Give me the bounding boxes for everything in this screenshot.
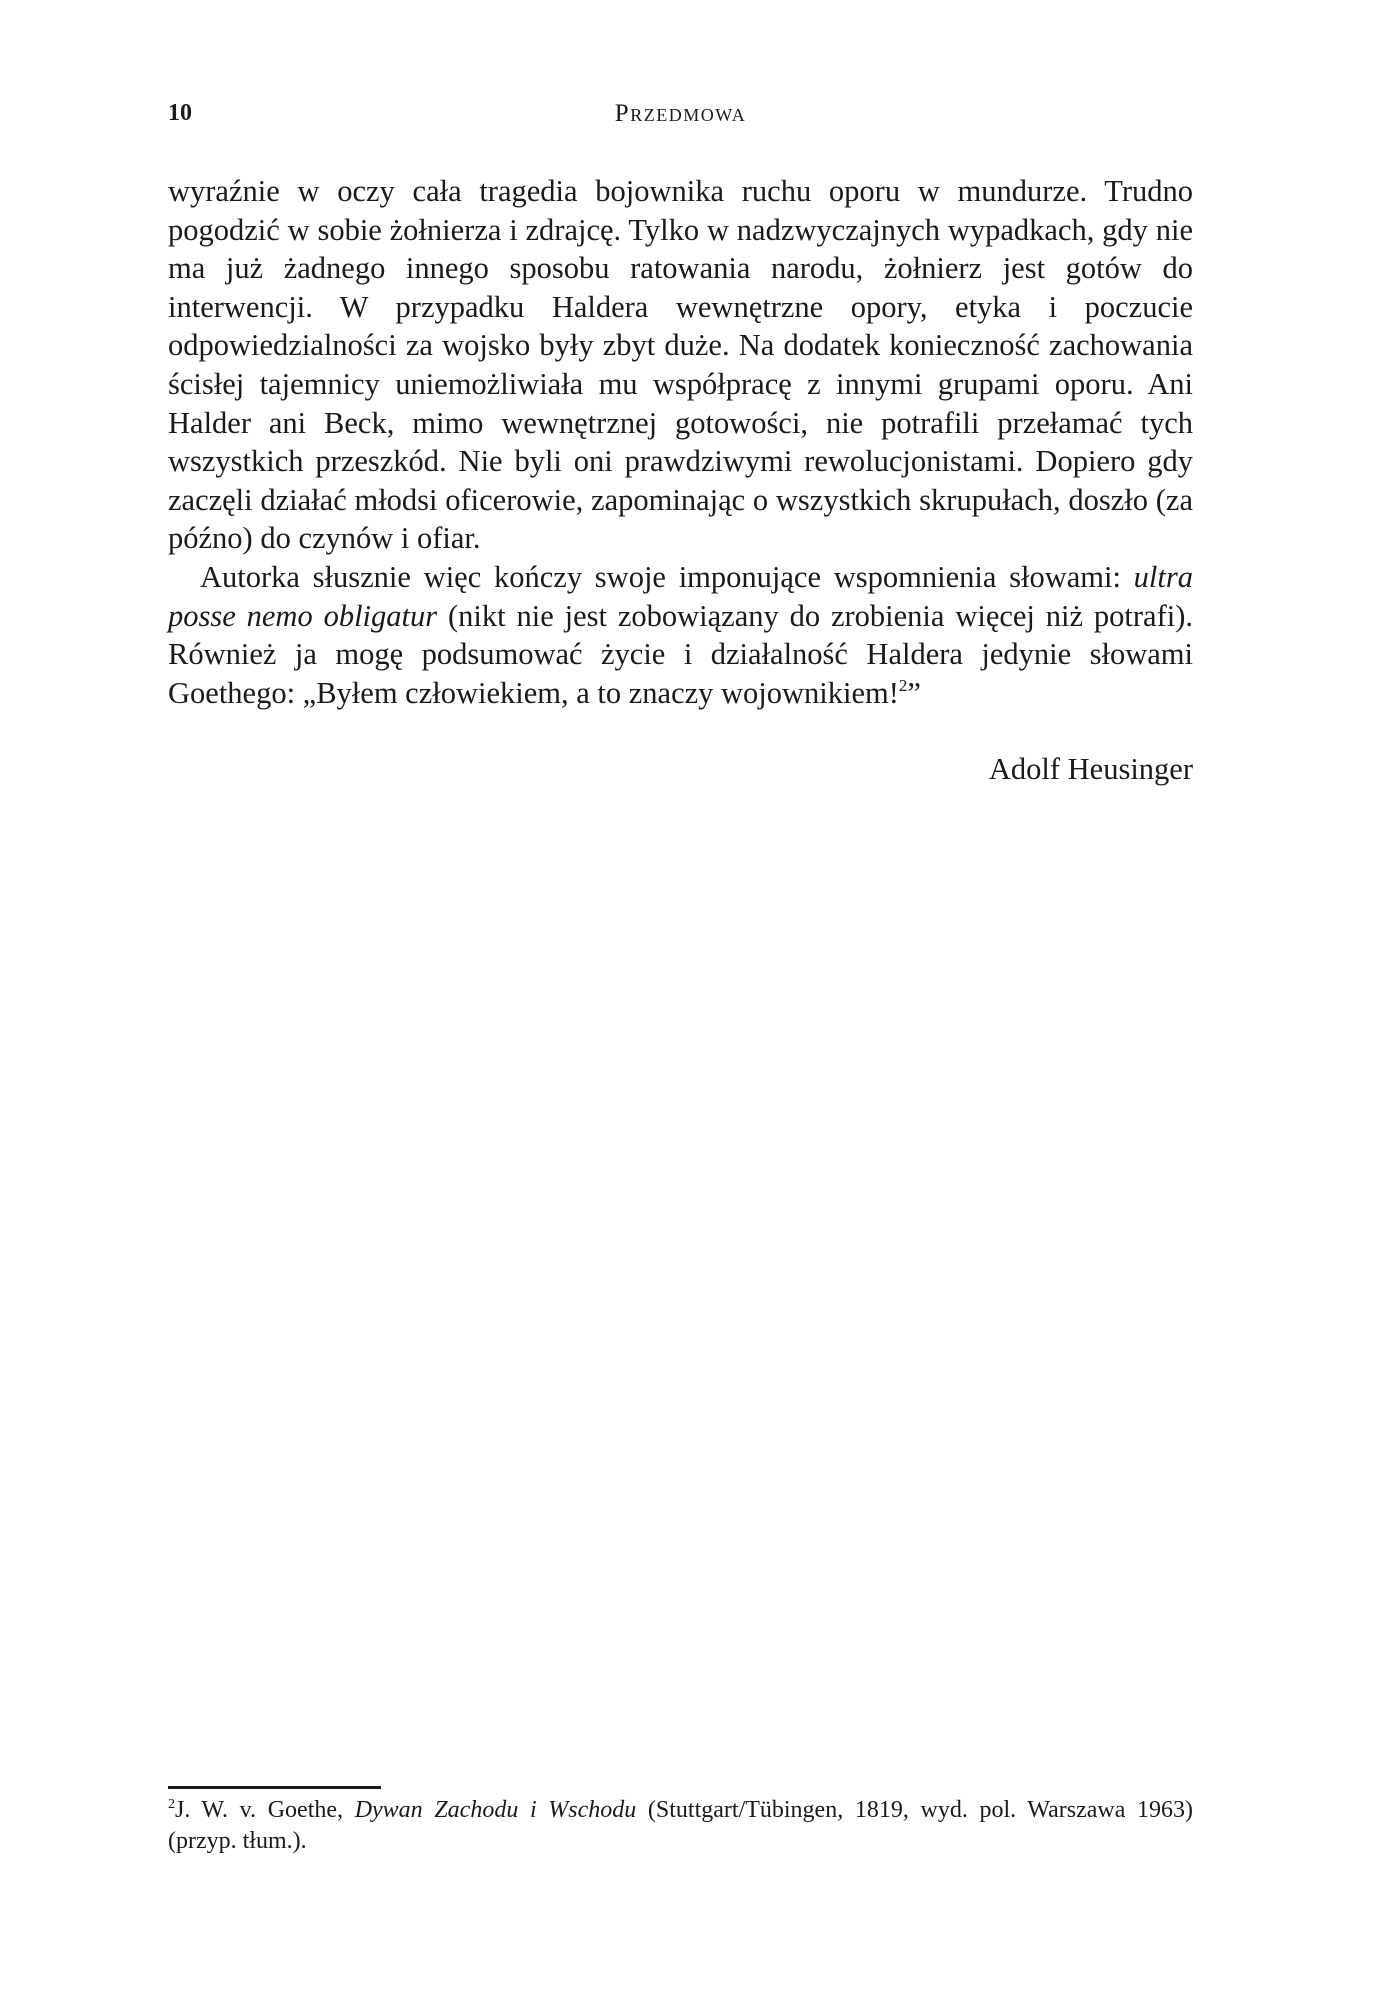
footnote-text-start: J. W. v. Goethe,: [175, 1797, 355, 1823]
paragraph-2-text-start: Autorka słusznie więc kończy swoje imponujące wspomnienia słowami:: [200, 559, 1134, 594]
footnote-marker: 2: [168, 1797, 175, 1812]
footnote-text-end: (Stuttgart/Tübingen, 1819, wyd. pol. Warszawa 1963) (przyp. tłum.).: [168, 1797, 1193, 1854]
footnote-divider: [168, 1786, 381, 1789]
footnote-book-title: Dywan Zachodu i Wschodu: [354, 1797, 637, 1823]
paragraph-2-text-end: ”: [907, 675, 921, 710]
footnote: [168, 1795, 1193, 1857]
page-number: 10: [168, 100, 192, 126]
body-text: [168, 172, 1193, 712]
author-signature: Adolf Heusinger: [988, 752, 1193, 786]
running-title: Przedmowa: [614, 100, 747, 127]
paragraph-1: wyraźnie w oczy cała tragedia bojownika ruchu oporu w mundurze. Trudno pogodzić w sobie żołnierza i zdrajcę. Tylko w nadzwyczajnych wypadkach, gdy nie ma już żadnego innego sposobu ratowania narodu, żołnierz jest gotów do interwencji. W przypadku Haldera wewnętrzne opory, etyka i poczucie odpowiedzialności za wojsko były zbyt duże. Na dodatek konieczność zachowania ścisłej tajemnicy uniemożliwiała mu współpracę z innymi grupami oporu. Ani Halder ani Beck, mimo wewnętrznej gotowości, nie potrafili przełamać tych wszystkich przeszkód. Nie byli oni prawdziwymi rewolucjonistami. Dopiero gdy zaczęli działać młodsi oficerowie, zapominając o wszystkich skrupułach, doszło (za późno) do czynów i ofiar.: [168, 174, 1193, 556]
paragraph-2: [168, 558, 1193, 712]
paragraph-2-text-middle: (nikt nie jest zobowiązany do zrobienia więcej niż potrafi). Również ja mogę podsumować życie i działalność Haldera jedynie słowami Goethego: „Byłem człowiekiem, a to znaczy wojownikiem!: [168, 598, 1193, 710]
latin-phrase: ultra posse nemo obligatur: [168, 559, 1193, 633]
footnote-reference: 2: [898, 675, 908, 695]
page-header: [168, 100, 1193, 140]
